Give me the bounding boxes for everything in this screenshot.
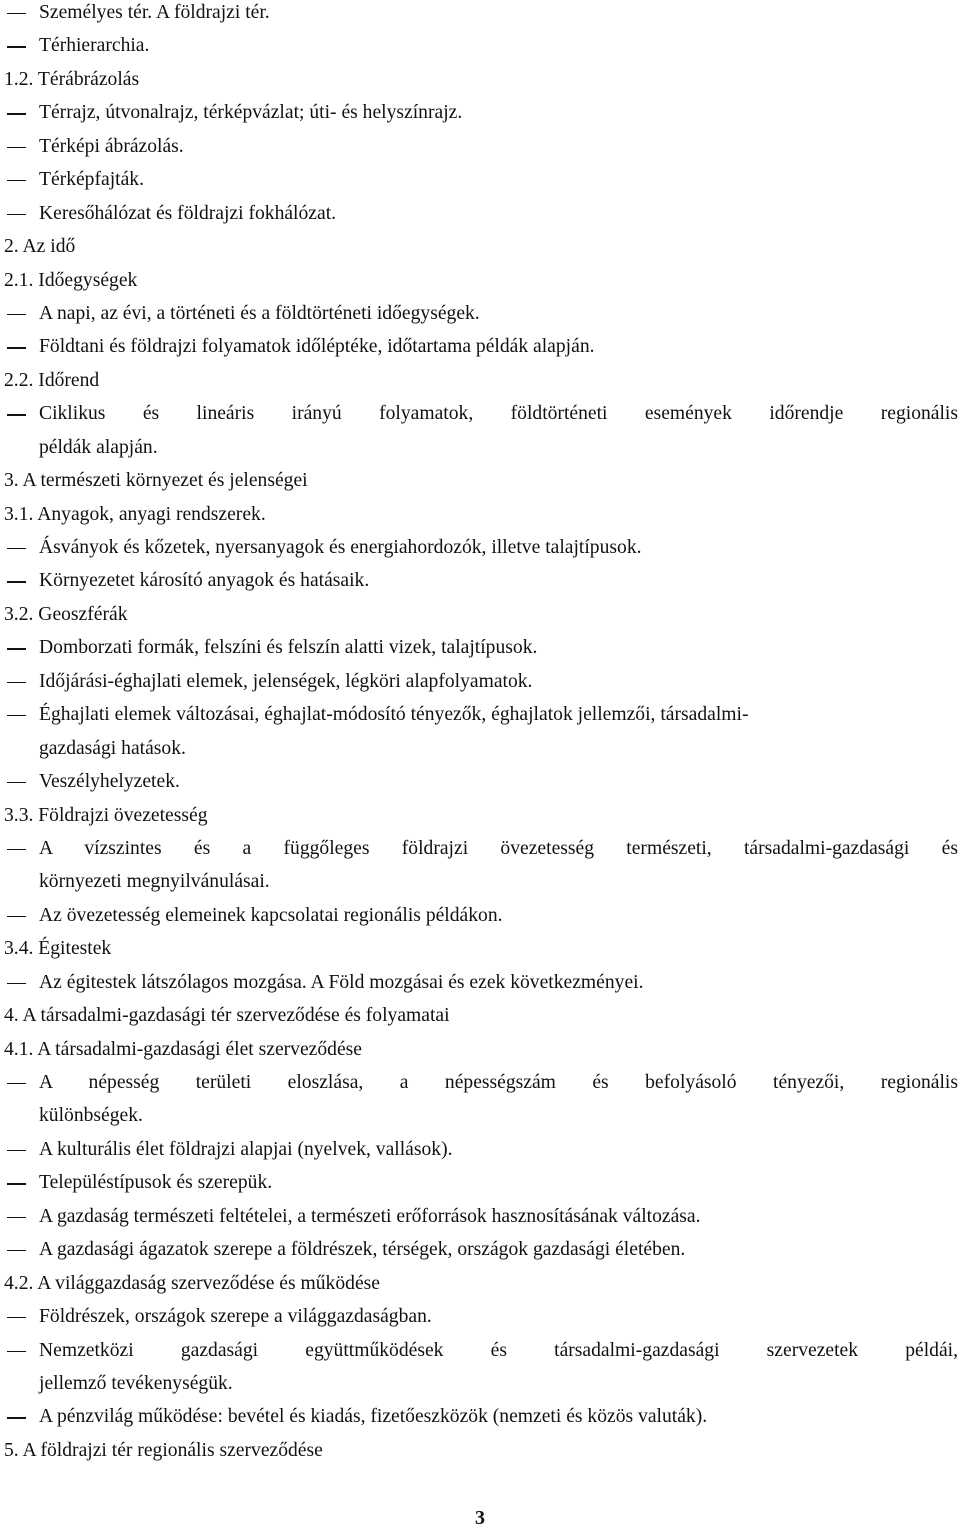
section-heading bbox=[0, 1267, 960, 1300]
section-heading bbox=[0, 364, 960, 397]
section-heading bbox=[0, 999, 960, 1032]
list-item bbox=[0, 1133, 960, 1166]
list-item bbox=[0, 1300, 960, 1333]
list-item bbox=[0, 1200, 960, 1233]
line-text: A gazdaság természeti feltételei, a természeti erőforrások hasznosításának változása. bbox=[39, 1205, 701, 1227]
line-text: különbségek. bbox=[39, 1105, 143, 1127]
line-text: 2. Az idő bbox=[4, 236, 76, 258]
line-text: Az övezetesség elemeinek kapcsolatai regionális példákon. bbox=[39, 904, 503, 926]
list-item bbox=[0, 0, 960, 29]
line-text: 3.3. Földrajzi övezetesség bbox=[4, 804, 208, 826]
section-heading bbox=[0, 63, 960, 96]
section-heading bbox=[0, 498, 960, 531]
section-heading bbox=[0, 264, 960, 297]
list-item-continuation bbox=[0, 1099, 960, 1132]
list-item bbox=[0, 1166, 960, 1199]
list-item-continuation bbox=[0, 431, 960, 464]
list-item-continuation bbox=[0, 1367, 960, 1400]
list-item bbox=[0, 1233, 960, 1266]
list-item-continuation bbox=[0, 732, 960, 765]
line-text: Környezetet károsító anyagok és hatásaik. bbox=[39, 570, 370, 592]
line-text: 3.2. Geoszférák bbox=[4, 603, 128, 625]
section-heading bbox=[0, 1434, 960, 1467]
line-text: gazdasági hatások. bbox=[39, 737, 186, 759]
line-text: 4.1. A társadalmi-gazdasági élet szerveződése bbox=[4, 1038, 362, 1060]
list-item bbox=[0, 631, 960, 664]
line-text: 2.1. Időegységek bbox=[4, 269, 138, 291]
line-text: A vízszintes és a függőleges földrajzi övezetesség természeti, társadalmi-gazdasági és bbox=[39, 837, 958, 859]
line-text: A napi, az évi, a történeti és a földtörténeti időegységek. bbox=[39, 302, 480, 324]
line-text: 4.2. A világgazdaság szerveződése és működése bbox=[4, 1272, 380, 1294]
list-item bbox=[0, 1066, 960, 1099]
section-heading bbox=[0, 230, 960, 263]
list-item bbox=[0, 163, 960, 196]
section-heading bbox=[0, 799, 960, 832]
line-text: 3.1. Anyagok, anyagi rendszerek. bbox=[4, 503, 266, 525]
list-item bbox=[0, 297, 960, 330]
line-text: Domborzati formák, felszíni és felszín alatti vizek, talajtípusok. bbox=[39, 637, 538, 659]
line-text: 3.4. Égitestek bbox=[4, 938, 112, 960]
list-item bbox=[0, 531, 960, 564]
line-text: 4. A társadalmi-gazdasági tér szerveződése és folyamatai bbox=[4, 1005, 450, 1027]
line-text: A népesség területi eloszlása, a népességszám és befolyásoló tényezői, regionális bbox=[39, 1072, 958, 1093]
section-heading bbox=[0, 932, 960, 965]
line-text: Földrészek, országok szerepe a világgazdaságban. bbox=[39, 1306, 432, 1328]
list-item-continuation bbox=[0, 865, 960, 898]
line-text: Településtípusok és szerepük. bbox=[39, 1172, 273, 1194]
line-text: Térrajz, útvonalrajz, térképvázlat; úti- és helyszínrajz. bbox=[39, 102, 463, 124]
line-text: Térhierarchia. bbox=[39, 35, 150, 57]
line-text: Az égitestek látszólagos mozgása. A Föld mozgásai és ezek következményei. bbox=[39, 971, 644, 993]
line-text: Földtani és földrajzi folyamatok időléptéke, időtartama példák alapján. bbox=[39, 336, 595, 358]
line-text: Ciklikus és lineáris irányú folyamatok, földtörténeti események időrendje regionális bbox=[39, 403, 958, 425]
line-text: A pénzvilág működése: bevétel és kiadás, fizetőeszközök (nemzeti és közös valuták). bbox=[39, 1406, 708, 1428]
list-item bbox=[0, 665, 960, 698]
list-item bbox=[0, 96, 960, 129]
line-text: 3. A természeti környezet és jelenségei bbox=[4, 470, 308, 492]
line-text: Éghajlati elemek változásai, éghajlat-módosító tényezők, éghajlatok jellemzői, társadalmi- bbox=[39, 704, 749, 726]
line-text: A gazdasági ágazatok szerepe a földrészek, térségek, országok gazdasági életében. bbox=[39, 1239, 686, 1261]
line-text: Időjárási-éghajlati elemek, jelenségek, légköri alapfolyamatok. bbox=[39, 670, 533, 692]
line-text: környezeti megnyilvánulásai. bbox=[39, 871, 270, 893]
line-text: Veszélyhelyzetek. bbox=[39, 771, 180, 793]
list-item bbox=[0, 765, 960, 798]
line-text: példák alapján. bbox=[39, 436, 158, 458]
list-item bbox=[0, 1334, 960, 1367]
list-item bbox=[0, 1400, 960, 1433]
line-text: 1.2. Térábrázolás bbox=[4, 68, 140, 90]
section-heading bbox=[0, 598, 960, 631]
list-item bbox=[0, 130, 960, 163]
line-text: 5. A földrajzi tér regionális szerveződése bbox=[4, 1439, 323, 1461]
line-text: Térképfajták. bbox=[39, 169, 144, 191]
line-text: jellemző tevékenységük. bbox=[39, 1372, 233, 1394]
list-item bbox=[0, 899, 960, 932]
line-text: Keresőhálózat és földrajzi fokhálózat. bbox=[39, 202, 337, 224]
line-text: 2.2. Időrend bbox=[4, 369, 100, 391]
line-text: Ásványok és kőzetek, nyersanyagok és energiahordozók, illetve talajtípusok. bbox=[39, 537, 642, 558]
list-item bbox=[0, 29, 960, 62]
section-heading bbox=[0, 464, 960, 497]
page-number: 3 bbox=[475, 1507, 485, 1529]
line-text: A kulturális élet földrajzi alapjai (nyelvek, vallások). bbox=[39, 1138, 453, 1160]
list-item bbox=[0, 832, 960, 865]
list-item bbox=[0, 397, 960, 430]
list-item bbox=[0, 966, 960, 999]
line-text: Térképi ábrázolás. bbox=[39, 135, 184, 157]
list-item bbox=[0, 330, 960, 363]
list-item bbox=[0, 698, 960, 731]
line-text: Nemzetközi gazdasági együttműködések és társadalmi-gazdasági szervezetek példái, bbox=[39, 1339, 958, 1361]
line-text: Személyes tér. A földrajzi tér. bbox=[39, 2, 270, 23]
list-item bbox=[0, 197, 960, 230]
list-item bbox=[0, 564, 960, 597]
section-heading bbox=[0, 1033, 960, 1066]
